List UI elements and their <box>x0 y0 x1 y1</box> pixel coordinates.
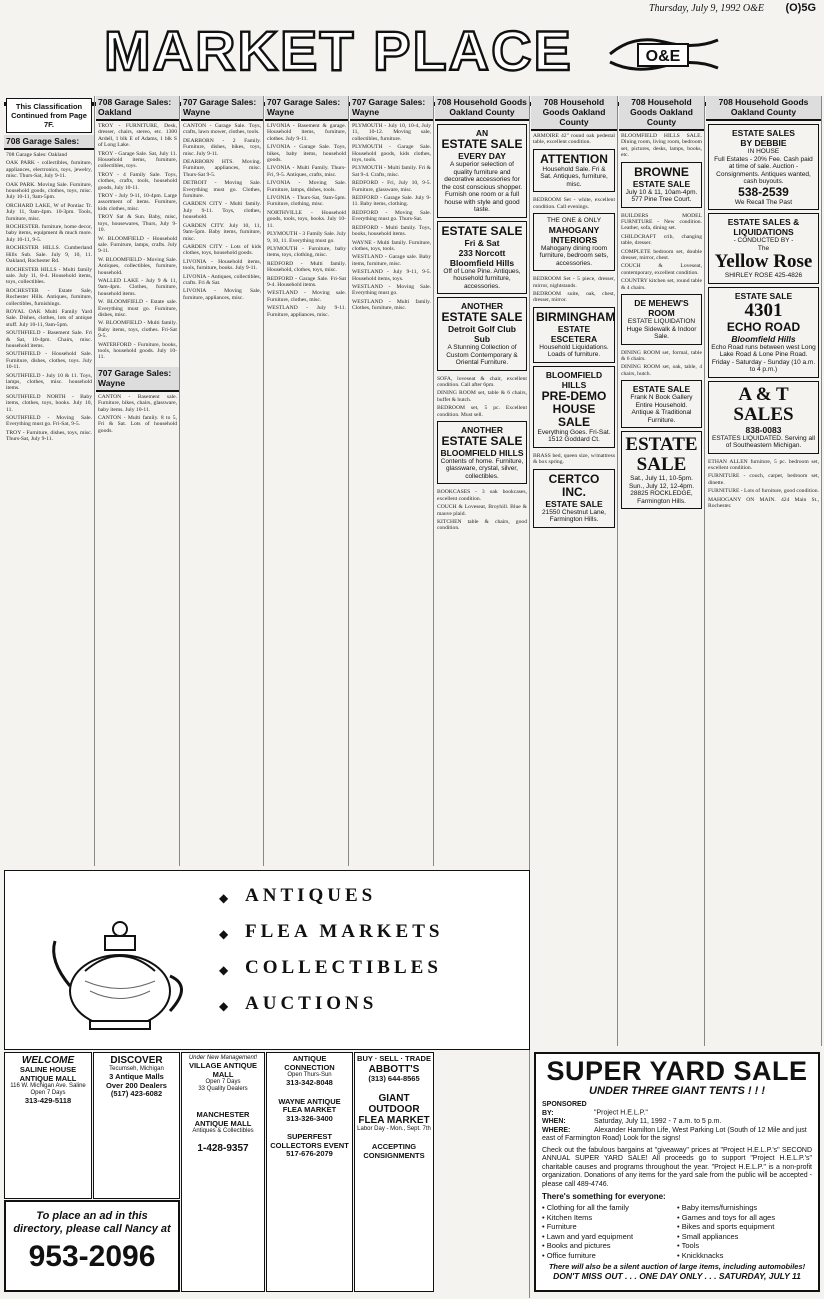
listing: SOFA, loveseat & chair, excellent condition. Call after 6pm. <box>437 375 527 388</box>
birmingham-ad: BIRMINGHAM ESTATE ESCETERA Household Liquidations. Loads of furniture. <box>533 307 615 363</box>
listing: COUCH & Loveseat, Broyhill. Blue & mauve plaid. <box>437 504 527 517</box>
listing: NORTHVILLE - Household goods, tools, toys, books. July 10-11. <box>267 209 346 229</box>
listing: TROY - Furniture, dishes, toys, misc. Thurs-Sat, July 9-11. <box>6 429 92 443</box>
place-ad-phone: 953-2096 <box>28 1240 156 1273</box>
pre-demo-ad: BLOOMFIELD HILLS PRE-DEMO HOUSE SALE Everything Goes. Fri-Sat. 1512 Goddard Ct. <box>533 366 615 448</box>
list-item: • Kitchen Items <box>542 1213 677 1223</box>
something-for-everyone: There's something for everyone: <box>542 1192 666 1201</box>
listing: OAK PARK - collectibles, furniture, appliances, electronics, toys, jewelry, misc. Thurs-Sat, July 9-11. <box>6 160 92 180</box>
listing: TROY - Garage Sale. Sat, July 11. Household items, furniture, collectibles, toys. <box>98 150 177 170</box>
page-number: (O)5G <box>785 2 816 14</box>
column-1-listings <box>4 150 94 443</box>
mahogany-ad: THE ONE & ONLY MAHOGANY INTERIORS Mahogany dining room furniture, bedroom sets, accessories. <box>533 213 615 271</box>
column-5-listings <box>350 121 433 312</box>
dont-miss-out: DON'T MISS OUT . . . ONE DAY ONLY . . . SATURDAY, JULY 11 <box>553 1271 801 1281</box>
listing: DINING ROOM set, oak, table, 4 chairs, hutch. <box>621 364 702 377</box>
listing: LIVONIA - Antiques, collectibles, crafts. Fri & Sat. <box>183 273 261 286</box>
list-item: • Small appliances <box>677 1232 812 1242</box>
listing: BRASS bed, queen size, w/mattress & box spring. <box>533 452 615 466</box>
estate-sale-ad: ANOTHER ESTATE SALE Detroit Golf Club Sub A Stunning Collection of Custom Contemporary & Oriental Furniture. <box>437 297 527 371</box>
listing: REDFORD - Fri, July 10, 9-5. Furniture, glassware, misc. <box>352 180 431 193</box>
listing: DEARBORN HTS. Moving. Furniture, appliances, misc. Thurs-Sat 9-5. <box>183 159 261 178</box>
super-yard-sale-title: SUPER YARD SALE <box>546 1056 808 1086</box>
tecumseh-ad: DISCOVER Tecumseh, Michigan 3 Antique Malls Over 200 Dealers (517) 423-6082 <box>93 1052 180 1199</box>
demehew-ad: DE MEHEW'S ROOM ESTATE LIQUIDATION Huge Sidewalk & Indoor Sale. <box>621 294 702 345</box>
listing: LIVONIA - Household items, tools, furniture, books. July 9-11. <box>183 258 261 272</box>
list-item: • Knickknacks <box>677 1251 812 1261</box>
column-2 <box>96 96 180 866</box>
listing: WESTLAND - Multi family. Clothes, furniture, misc. <box>352 298 431 312</box>
column-9-heading: 708 Household Goods Oakland County <box>706 96 821 121</box>
masthead-title: MARKET PLACE <box>104 19 573 82</box>
listing: REDFORD - Multi family. Toys, books, household items. <box>352 224 431 238</box>
column-2-more-listings <box>96 392 179 434</box>
masthead <box>0 18 824 84</box>
column-7-listings <box>531 131 617 146</box>
place-ad-line-2: directory, please call Nancy at <box>13 1223 171 1235</box>
estate-sale-ad: ESTATE SALE Fri & Sat 233 Norcott Bloomfield Hills Off of Lone Pine. Antiques, household furniture, accessories. <box>437 221 527 295</box>
listing: LIVONIA - Basement & garage. Household items, furniture, clothes. July 9-11. <box>267 123 346 142</box>
listing: PLYMOUTH - July 10, 10-4, July 11, 10-12. Moving sale, collectibles, furniture. <box>352 123 431 142</box>
date-line: Thursday, July 9, 1992 O&E <box>649 3 764 14</box>
listing: CANTON - Multi family. 8 to 5, Fri & Sat. Lots of household goods. <box>98 415 177 434</box>
where-row: WHERE: Alexander Hamilton Life, West Parking Lot (South of 12 Mile and just east of Farmington Road) Look for the signs! <box>542 1126 807 1142</box>
listing: WESTLAND - Garage sale. Baby items, furniture, misc. <box>352 254 431 267</box>
column-6 <box>435 96 530 1298</box>
listing: DEARBORN - 2 Family. Furniture, dishes, bikes, toys, misc. July 9-11. <box>183 137 261 157</box>
listing: REDFORD - Garage Sale. Fri-Sat 9-4. Household items. <box>267 275 346 288</box>
listing: TROY Sat & Sun. Baby, misc, toys, housewares, Thurs, July 9-10. <box>98 214 177 234</box>
column-2-listings <box>96 121 179 361</box>
village-manchester-ad: Under New Management! VILLAGE ANTIQUE MALL Open 7 Days 33 Quality Dealers MANCHESTER ANTIQUE MALL Antiques & Collectibles 1-428-9357 <box>181 1052 265 1292</box>
column-4 <box>265 96 349 866</box>
when-row: WHEN: Saturday, July 11, 1992 - 7 a.m. to 5 p.m. <box>542 1118 722 1125</box>
column-9 <box>706 96 822 1046</box>
listing: ETHAN ALLEN furniture, 5 pc. bedroom set, excellent condition. <box>708 458 819 471</box>
banner-word: AUCTIONS <box>245 993 378 1014</box>
list-item: • Baby items/furnishings <box>677 1203 812 1213</box>
column-7 <box>531 96 618 1046</box>
column-3-listings <box>181 121 263 301</box>
listing: TROY - 4 Family Sale. Toys, clothes, crafts, tools, household goods, July 10-11. <box>98 171 177 191</box>
list-item: • Games and toys for all ages <box>677 1213 812 1223</box>
listing: ROCHESTER - Estate Sale, Rochester Hills. Antiques, furniture, collectibles, furnishings. <box>6 287 92 307</box>
listing: W. BLOOMFIELD - Estate sale. Everything must go. Furniture, dishes, misc. <box>98 299 177 318</box>
place-ad-line-1: To place an ad in this <box>36 1210 148 1222</box>
listing: BUILDERS MODEL FURNITURE - New condition. Leather, sofa, dining set. <box>621 212 702 232</box>
listing: FURNITURE - couch, carpet, bedroom set, dinette. <box>708 473 819 486</box>
listing: MAHOGANY ON MAIN. 424 Main St., Rochester. <box>708 496 819 509</box>
column-5 <box>350 96 434 866</box>
place-ad-box <box>4 1200 180 1292</box>
listing: TROY - FURNITURE, Desk, dresser, chairs, stereo, etc. 1300 Ardell, 1 blk E of Adams, 1 blk S of Long Lake. <box>98 123 177 149</box>
column-1 <box>4 96 95 866</box>
buy-sell-trade-ad: BUY · SELL · TRADE ABBOTT'S (313) 644-8565 GIANT OUTDOOR FLEA MARKET Labor Day - Mon., Sept. 7th ACCEPTING CONSIGNMENTS <box>354 1052 434 1292</box>
super-yard-sale-ad <box>534 1052 820 1292</box>
listing: OAK PARK. Moving Sale. Furniture, household goods, clothes, toys, misc. July 10-11, 9am-5pm. <box>6 181 92 201</box>
listing: W. BLOOMFIELD - Household sale. Furniture, lamps, crafts. July 9-11. <box>98 235 177 255</box>
listing: GARDEN CITY. July 10, 11, 9am-5pm. Baby items, furniture, misc. <box>183 222 261 242</box>
listing: REDFORD - Multi family. Household, clothes, toys, misc. <box>267 260 346 274</box>
listing: WESTLAND - July 9-11. Furniture, appliances, misc. <box>267 305 346 318</box>
listing: CANTON - Basement sale. Furniture, bikes, chairs, glassware, baby items. July 10-11. <box>98 393 177 413</box>
banner-word: FLEA MARKETS <box>245 921 444 942</box>
listing: W. BLOOMFIELD - Moving Sale. Antiques, collectibles, furniture, household. <box>98 256 177 276</box>
listing: PLYMOUTH - 3 Family Sale. July 9, 10, 11. Everything must go. <box>267 231 346 244</box>
list-item: • Furniture <box>542 1222 677 1232</box>
column-6-more-listings <box>435 487 529 531</box>
column-4-heading: 707 Garage Sales: Wayne <box>265 96 348 121</box>
column-2-subheading: 707 Garage Sales: Wayne <box>96 367 179 392</box>
column-5-heading: 707 Garage Sales: Wayne <box>350 96 433 121</box>
estate-sale-ad: ESTATE SALE Sat., July 11, 10-5pm. Sun., July 12, 12-4pm. 28825 ROCKLEDGE, Farmington Hills. <box>621 431 702 509</box>
listing: KITCHEN table & chairs, good condition. <box>437 519 527 532</box>
column-8 <box>619 96 705 1046</box>
listing: WESTLAND - Moving Sale. Everything must go. <box>352 283 431 297</box>
listing: LIVONIA - Moving Sale. Furniture, lamps, dishes, tools. <box>267 180 346 193</box>
listing: GARDEN CITY - Multi family. July 9-11. Toys, clothes, household. <box>183 201 261 221</box>
column-4-listings <box>265 121 348 318</box>
diamond-icon: ◆ <box>219 963 229 977</box>
certco-ad: CERTCO INC. ESTATE SALE 21550 Chestnut Lane, Farmington Hills. <box>533 469 615 528</box>
listing: REDFORD - Moving Sale. Everything must go. Thurs-Sat. <box>352 209 431 223</box>
banner-word: ANTIQUES <box>245 885 377 906</box>
listing: DINING ROOM set, table & 6 chairs, buffet & hutch. <box>437 390 527 403</box>
listing: BEDROOM Set - 5 piece, dresser, mirror, nightstands. <box>533 276 615 289</box>
list-item: • Books and pictures <box>542 1241 677 1251</box>
diamond-icon: ◆ <box>219 927 229 941</box>
column-6-listings <box>435 374 529 418</box>
listing: BEDROOM set, 5 pc. Excellent condition. Must sell. <box>437 405 527 418</box>
column-8-heading: 708 Household Goods Oakland County <box>619 96 704 131</box>
listing: WESTLAND - July 9-11, 9-5. Household items, toys. <box>352 269 431 282</box>
listing: SOUTHFIELD - July 10 & 11. Toys, lamps, clothes, misc. household items. <box>6 372 92 392</box>
listing: ROYAL OAK Multi Family Yard Sale. Dishes, clothes, lots of antique stuff. July 10-11, 9am-5pm. <box>6 308 92 328</box>
listing: PLYMOUTH - Furniture, baby items, toys, clothing, misc. <box>267 245 346 259</box>
antiques-banner <box>4 870 530 1050</box>
estate-sale-ad: AN ESTATE SALE EVERY DAY A superior selection of quality furniture and decorative accessories for the cost conscious shopper. Furnish one room or a full house with style and good taste. <box>437 124 527 218</box>
echo-road-ad: ESTATE SALE 4301 ECHO ROAD Bloomfield Hills Echo Road runs between west Long Lake Road & Lone Pine Road. Friday - Saturday - Sunday (10 a.m. to 4 p.m.) <box>708 287 819 378</box>
list-item: • Clothing for all the family <box>542 1203 677 1213</box>
listing: LIVONIA - Garage Sale. Toys, bikes, baby items, household goods. <box>267 144 346 164</box>
continued-notice: This Classification Continued from Page 7F. <box>6 98 92 133</box>
listing: BEDROOM Set - white, excellent condition. Call evenings. <box>533 197 615 210</box>
listing: 708 Garage Sales: Oakland <box>6 152 68 158</box>
listing: REDFORD - Garage Sale. July 9-11. Baby items, clothing. <box>352 195 431 208</box>
diamond-icon: ◆ <box>219 891 229 905</box>
listing: CANTON - Garage Sale. Toys, crafts, lawn mower, clothes, tools. <box>183 123 261 136</box>
listing: COUNTRY kitchen set, round table & 4 chairs. <box>621 278 702 291</box>
column-6-heading: 708 Household Goods Oakland County <box>435 96 529 121</box>
sponsor-row: SPONSORED BY: "Project H.E.L.P." <box>542 1101 648 1117</box>
column-7-heading: 708 Household Goods Oakland County <box>531 96 617 131</box>
listing: COUCH & Loveseat, contemporary, excellent condition. <box>621 263 702 276</box>
column-2-heading: 708 Garage Sales: Oakland <box>96 96 179 121</box>
listing: ROCHESTER HILLS - Multi family sale. July 11, 8-4. Household items, toys, collectibles. <box>6 266 92 286</box>
frank-n-book-ad: ESTATE SALE Frank N Book Gallery Entire Household. Antique & Traditional Furniture. <box>621 380 702 428</box>
listing: PLYMOUTH - Multi family. Fri & Sat 9-4. Crafts, misc. <box>352 165 431 178</box>
list-item: • Lawn and yard equipment <box>542 1232 677 1242</box>
listing: ARMOIRE 42" round oak pedestal table, excellent condition. <box>533 133 615 146</box>
listing: ORCHARD LAKE, W of Pontiac Tr. July 11, 9am-4pm. 10-3pm. Tools, furniture, misc. <box>6 202 92 222</box>
teapot-icon <box>45 881 195 1041</box>
silent-auction-note: There will also be a silent auction of large items, including automobiles! <box>548 1262 806 1271</box>
listing: SOUTHFIELD - Moving Sale. Everything must go. Fri-Sat, 9-5. <box>6 415 92 428</box>
listing: GARDEN CITY - Lots of kids clothes, toys, household goods. <box>183 243 261 257</box>
browne-ad: BROWNE ESTATE SALE July 10 & 11, 10am-4pm. 577 Pine Tree Court. <box>621 162 702 208</box>
column-3-heading: 707 Garage Sales: Wayne <box>181 96 263 121</box>
listing: W. BLOOMFIELD - Multi family. Baby items, toys, clothes. Fri-Sat 9-5. <box>98 320 177 340</box>
listing: ROCHESTER. furniture, home decor, baby items, equipment & much more. July 10-11, 9-5. <box>6 224 92 243</box>
listing: DETROIT - Moving Sale. Everything must go. Clothes, furniture. <box>183 180 261 200</box>
listing: PLYMOUTH - Garage Sale. Household goods, kids clothes, toys, tools. <box>352 144 431 164</box>
attention-ad: ATTENTION Household Sale. Fri & Sat. Antiques, furniture, misc. <box>533 149 615 193</box>
masthead-logo-icon <box>604 32 724 76</box>
column-3 <box>181 96 264 866</box>
running-header <box>0 2 824 18</box>
listing: WESTLAND - Moving sale. Furniture, clothes, misc. <box>267 290 346 303</box>
list-item: • Office furniture <box>542 1251 677 1261</box>
listing: FURNITURE - Lots of furniture, good condition. <box>708 488 819 495</box>
debbie-estate-ad: ESTATE SALES BY DEBBIE IN HOUSE Full Estates - 20% Fee. Cash paid at time of sale. Auction - Consignments. Antiques wanted, cash buyouts. 538-2539 We Recall The Past <box>708 124 819 210</box>
estate-sale-ad: ANOTHER ESTATE SALE BLOOMFIELD HILLS Contents of home. Furniture, glassware, crystal, silver, collectibles. <box>437 421 527 485</box>
listing: CHILDCRAFT crib, changing table, dresser. <box>621 233 702 247</box>
diamond-icon: ◆ <box>219 999 229 1013</box>
listing: SOUTHFIELD NORTH - Baby items, clothes, toys, books. July 10, 11. <box>6 393 92 413</box>
saline-ad: WELCOME SALINE HOUSE ANTIQUE MALL 116 W. Michigan Ave. Saline Open 7 Days 313-429-5118 <box>4 1052 92 1199</box>
listing: BOOKCASES - 3 oak bookcases, excellent condition. <box>437 489 527 502</box>
listing: LIVONIA - Thurs-Sat, 9am-5pm. Furniture, clothing, misc. <box>267 195 346 208</box>
listing: BEDROOM suite, oak, chest, dresser, mirror. <box>533 290 615 304</box>
listing: BLOOMFIELD HILLS SALE. Dining room, living room, bedroom set, pictures, desks, lamps, books, etc. <box>621 133 702 159</box>
super-yard-sale-description: Check out the fabulous bargains at "giveaway" prices at "Project H.E.L.P.'s" SECOND ANNUAL SUPER YARD SALE! All proceeds go to support "Project H.E.L.P.'s" charitable causes and programs throughout the year. "Project H.E.L.P." is a non-profit organization. Donations of any items for the yard sale from the public will be accepted - please call 489-4746. <box>542 1146 812 1188</box>
antique-connection-ad: ANTIQUE CONNECTION Open Thurs-Sun 313-342-8048 WAYNE ANTIQUE FLEA MARKET 313-326-3400 SUPERFEST COLLECTORS EVENT 517-676-2079 <box>266 1052 353 1292</box>
listing: WALLED LAKE - July 9 & 11, 9am-4pm. Clothes, furniture, household items. <box>98 277 177 297</box>
listing: COMPLETE bedroom set, double dresser, mirror, chest. <box>621 248 702 262</box>
listing: SOUTHFIELD - Household Sale. Furniture, dishes, clothes, toys. July 10-11. <box>6 351 92 371</box>
listing: WATERFORD - Furniture, books, tools, household goods. July 10-11. <box>98 341 177 361</box>
listing: TROY - July 9-11, 10-4pm. Large assortment of items. Furniture, kids clothes, misc. <box>98 193 177 212</box>
masthead-logo-text: O&E <box>645 48 681 65</box>
listing: LIVONIA - Moving Sale, furniture, appliances, misc. <box>183 288 261 301</box>
column-1-heading: 708 Garage Sales: <box>4 135 94 150</box>
a-t-sales-ad: A & T SALES 838-0083 ESTATES LIQUIDATED. Serving all of Southeastern Michigan. <box>708 381 819 454</box>
listing: SOUTHFIELD - Basement Sale. Fri & Sat, 10-4pm. Chairs, misc. household items. <box>6 330 92 349</box>
listing: WAYNE - Multi family. Furniture, clothes, toys, tools. <box>352 239 431 252</box>
items-list <box>542 1203 812 1260</box>
super-yard-sale-subtitle: UNDER THREE GIANT TENTS ! ! ! <box>589 1085 765 1097</box>
listing: DINING ROOM set, formal, table & 6 chairs. <box>621 349 702 362</box>
listing: LIVONIA - Multi Family. Thurs-Fri, 9-5. Antiques, crafts, misc. <box>267 165 346 178</box>
banner-word: COLLECTIBLES <box>245 957 442 978</box>
listing: ROCHESTER HILLS. Cumberland Hills Sub. Sale. July 9, 10, 11. Oakland, Rochester Rd. <box>6 245 92 265</box>
yellow-rose-ad: ESTATE SALES & LIQUIDATIONS - CONDUCTED BY - The Yellow Rose SHIRLEY ROSE 425-4826 <box>708 213 819 284</box>
list-item: • Bikes and sports equipment <box>677 1222 812 1232</box>
list-item: • Tools <box>677 1241 812 1251</box>
